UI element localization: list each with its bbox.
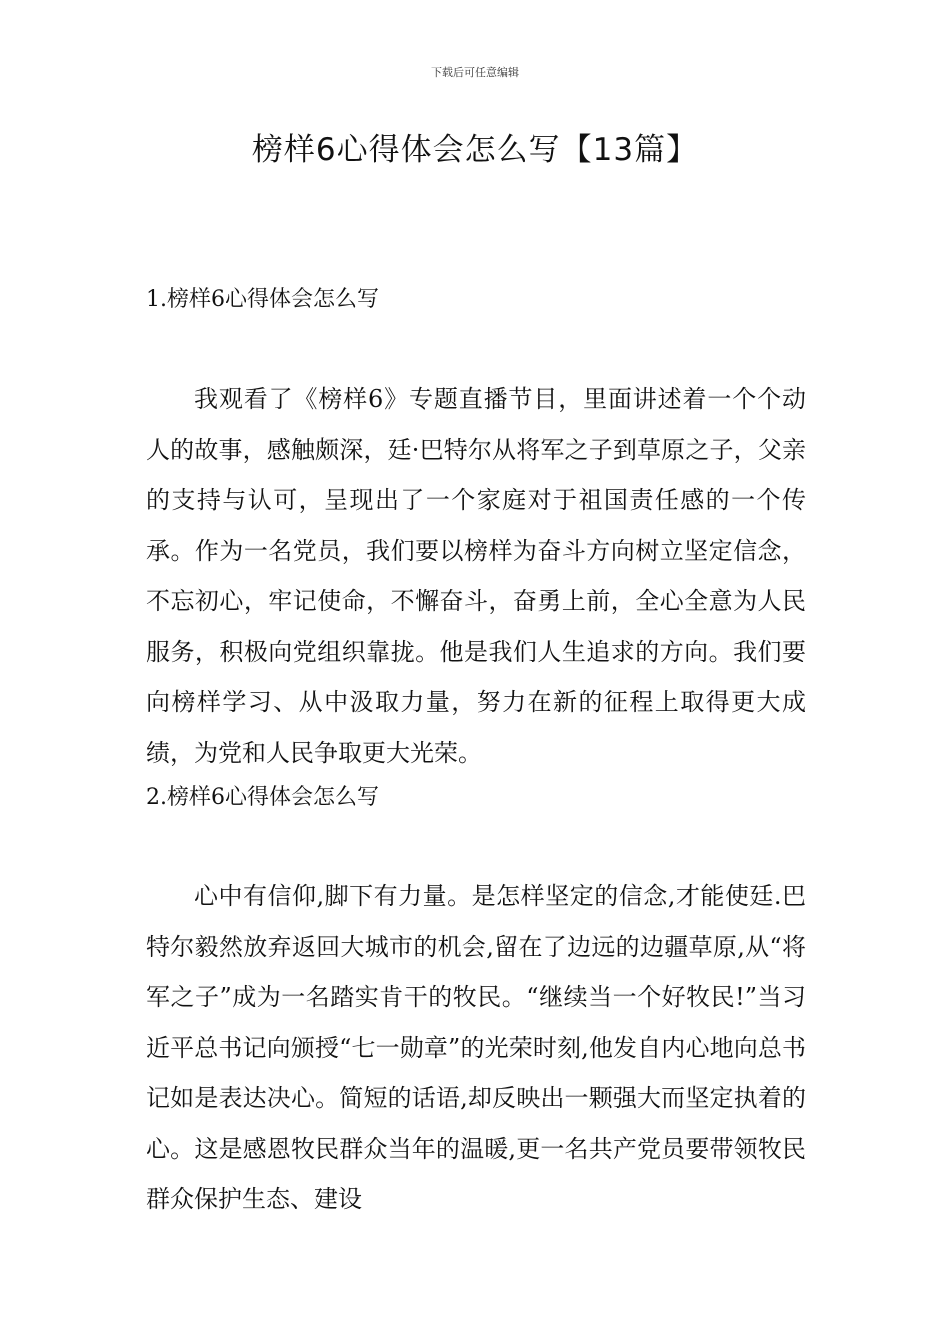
section-heading-2: 2.榜样6心得体会怎么写: [146, 785, 379, 810]
header-note: 下载后可任意编辑: [431, 66, 519, 79]
section-heading-1: 1.榜样6心得体会怎么写: [146, 287, 379, 312]
section-paragraph-1: 我观看了《榜样6》专题直播节目，里面讲述着一个个动人的故事，感触颇深，廷·巴特尔从将军之子到草原之子，父亲的支持与认可，呈现出了一个家庭对于祖国责任感的一个传承。作为一名党员，我们要以榜样为奋斗方向树立坚定信念，不忘初心，牢记使命，不懈奋斗，奋勇上前，全心全意为人民服务，积极向党组织靠拢。他是我们人生追求的方向。我们要向榜样学习、从中汲取力量，努力在新的征程上取得更大成绩，为党和人民争取更大光荣。: [146, 385, 806, 767]
section-paragraph-2: 心中有信仰,脚下有力量。是怎样坚定的信念,才能使廷.巴特尔毅然放弃返回大城市的机会,留在了边远的边疆草原,从“将军之子”成为一名踏实肯干的牧民。“继续当一个好牧民!”当习近平总书记向颁授“七一勋章”的光荣时刻,他发自内心地向总书记如是表达决心。简短的话语,却反映出一颗强大而坚定执着的心。这是感恩牧民群众当年的温暖,更一名共产党员要带领牧民群众保护生态、建设: [146, 882, 806, 1213]
document-title: 榜样6心得体会怎么写【13篇】: [251, 132, 699, 168]
